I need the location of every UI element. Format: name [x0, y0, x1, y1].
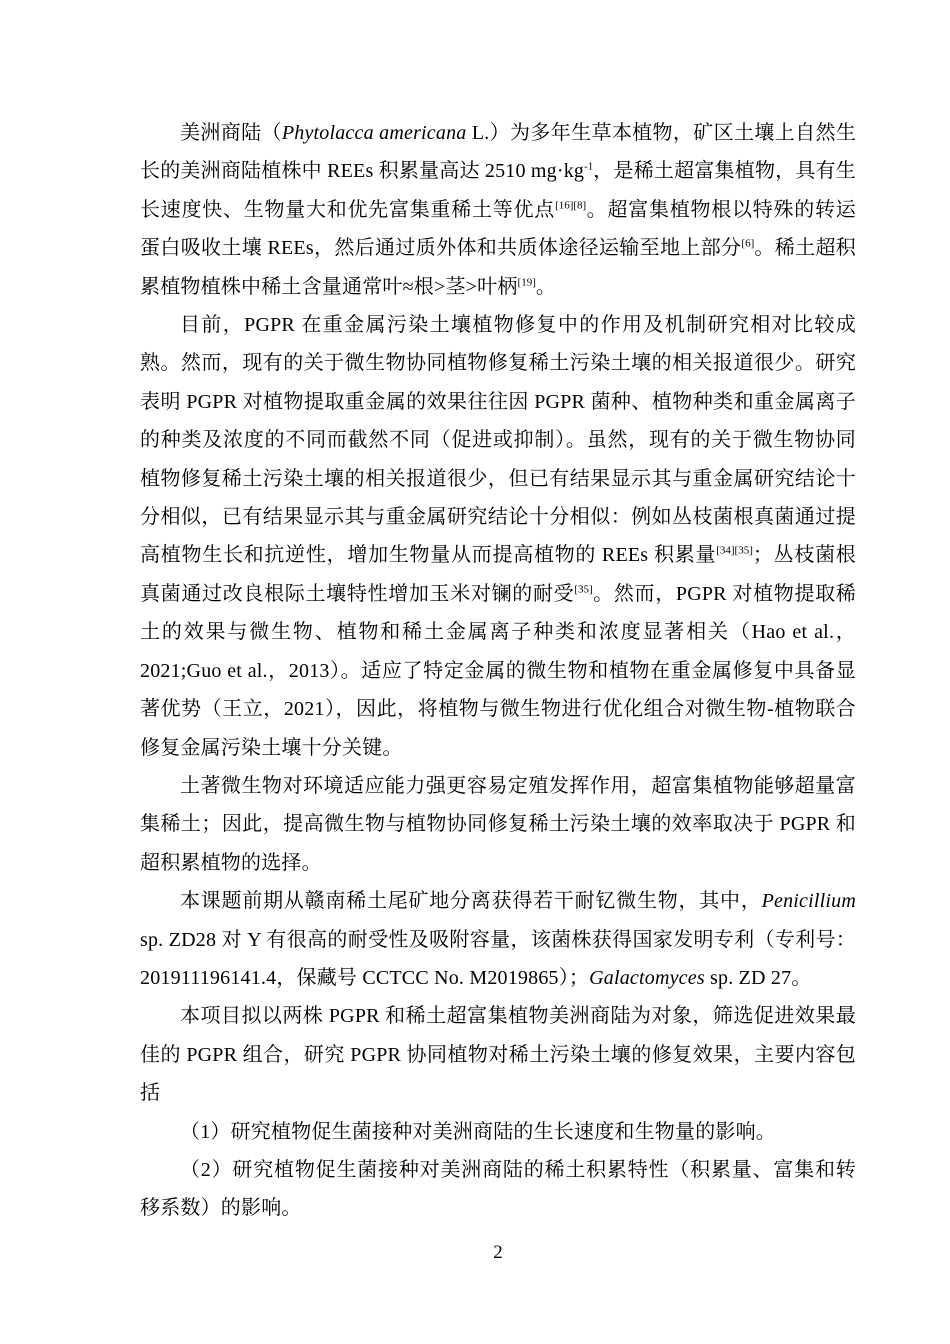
citation-superscript: [35]	[574, 583, 593, 596]
text-run: （1）研究植物促生菌接种对美洲商陆的生长速度和生物量的影响。	[180, 1120, 776, 1143]
text-run: 本课题前期从赣南稀土尾矿地分离获得若干耐钇微生物，其中，	[180, 890, 762, 913]
paragraph-2	[140, 306, 856, 767]
italic-species-name: Penicillium	[761, 890, 856, 913]
citation-superscript: [16][8]	[555, 199, 587, 212]
text-run: L.）为多年生草本植物，矿区土壤上自然生长的美洲商陆植株中 REEs 积累量高达 2510 mg·kg	[140, 122, 857, 183]
citation-superscript: [19]	[517, 275, 536, 288]
paragraph-3	[140, 767, 856, 882]
text-run: （2）研究植物促生菌接种对美洲商陆的稀土积累特性（积累量、富集和转移系数）的影响。	[140, 1158, 856, 1220]
text-run: 美洲商陆（	[180, 122, 282, 144]
document-body	[140, 114, 856, 1228]
text-run: 土著微生物对环境适应能力强更容易定殖发挥作用，超富集植物能够超量富集稀土；因此，提高微生物与植物协同修复稀土污染土壤的效率取决于 PGPR 和超积累植物的选择。	[140, 774, 856, 874]
paragraph-7	[140, 1151, 856, 1228]
text-run: 本项目拟以两株 PGPR 和稀土超富集植物美洲商陆为对象，筛选促进效果最佳的 PGPR 组合，研究 PGPR 协同植物对稀土污染土壤的修复效果，主要内容包括	[140, 1005, 856, 1105]
text-run: sp. ZD28 对 Y 有很高的耐受性及吸附容量，该菌株获得国家发明专利（专利号：201911196141.4，保藏号 CCTCC No. M2019865）；	[140, 928, 856, 989]
citation-superscript: [6]	[741, 237, 755, 250]
italic-species-name: Galactomyces	[589, 966, 705, 989]
citation-superscript: -1	[584, 160, 594, 173]
citation-superscript: [34][35]	[716, 544, 753, 557]
page-number: 2	[493, 1242, 503, 1263]
text-run: sp. ZD 27。	[704, 966, 812, 989]
text-run: ，是稀土超富集植物，具有生长速度快、生物量大和优先富集重稀土等优点	[140, 160, 856, 221]
text-run: 。	[535, 275, 557, 298]
text-run: 。超富集植物根以特殊的转运蛋白吸收土壤 REEs，然后通过质外体和共质体途径运输至地上部分	[140, 198, 857, 260]
italic-species-name: Phytolacca americana	[281, 122, 467, 144]
text-run: ；丛枝菌根真菌通过改良根际土壤特性增加玉米对镧的耐受	[140, 544, 856, 605]
paragraph-5	[140, 997, 856, 1112]
text-run: 。稀土超积累植物植株中稀土含量通常叶≈根>茎>叶柄	[140, 237, 856, 298]
paragraph-4	[140, 882, 856, 997]
paragraph-6	[140, 1113, 856, 1151]
paragraph-1	[140, 114, 856, 306]
text-run: 目前，PGPR 在重金属污染土壤植物修复中的作用及机制研究相对比较成熟。然而，现有的关于微生物协同植物修复稀土污染土壤的相关报道很少。研究表明 PGPR 对植物提取重金属的效果往往因 PGPR 菌种、植物种类和重金属离子的种类及浓度的不同而截然不同（促进或抑制）。虽然，现有的关于微生物协同植物修复稀土污染土壤的相关报道很少，但已有结果显示其与重金属研究结论十分相似，已有结果显示其与重金属研究结论十分相似：例如丛枝菌根真菌通过提高植物生长和抗逆性，增加生物量从而提高植物的 REEs 积累量	[140, 314, 856, 567]
text-run: 。然而，PGPR 对植物提取稀土的效果与微生物、植物和稀土金属离子种类和浓度显著相关（Hao et al.，2021;Guo et al.，2013）。适应了特定金属的微生物和植物在重金属修复中具备显著优势（王立，2021），因此，将植物与微生物进行优化组合对微生物-植物联合修复金属污染土壤十分关键。	[140, 582, 857, 759]
